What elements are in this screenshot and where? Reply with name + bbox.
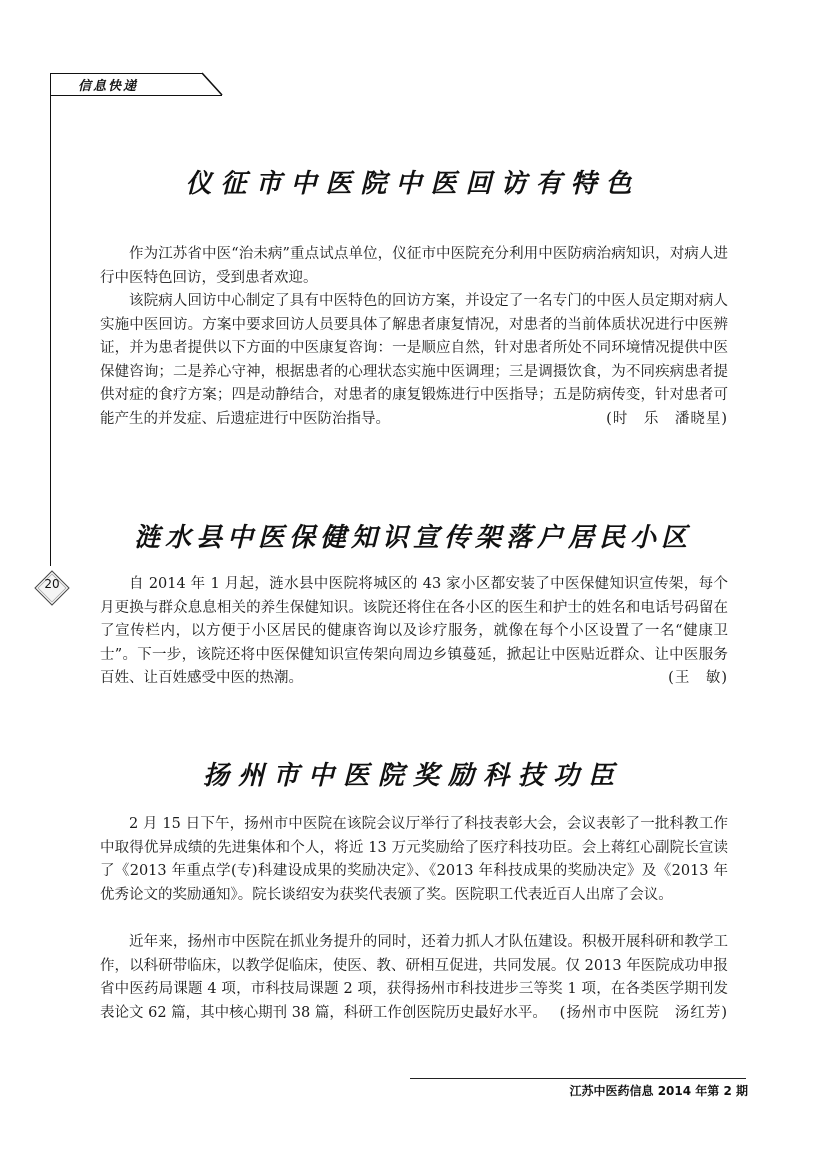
article-title: 仪征市中医院中医回访有特色 bbox=[185, 169, 641, 199]
article-paragraph: 作为江苏省中医“治未病”重点试点单位，仪征市中医院充分利用中医防病治病知识，对病人进行中医特色回访，受到患者欢迎。 bbox=[100, 246, 728, 286]
article-paragraph: 近年来，扬州市中医院在抓业务提升的同时，还着力抓人才队伍建设。积极开展科研和教学工作，以科研带临床，以教学促临床，使医、教、研相互促进，共同发展。仅 2013 年医院成功申报省中医药局课题 4 项，市科技局课题 2 项，获得扬州市科技进步三等奖 1 项，在各类医学期刊发表论文 62 篇，其中核心期刊 38 篇，科研工作创医院历史最好水平。 (扬州市中医院 汤红芳) bbox=[100, 931, 728, 1025]
article-byline: (时 乐 潘晓星) bbox=[606, 410, 728, 427]
article-byline: (扬州市中医院 汤红芳) bbox=[559, 1004, 728, 1021]
page-number: 20 bbox=[44, 577, 60, 591]
article-title: 扬州市中医院奖励科技功臣 bbox=[202, 761, 623, 791]
article-paragraph: 自 2014 年 1 月起，涟水县中医院将城区的 43 家小区都安装了中医保健知识宣传架，每个月更换与群众息息相关的养生保健知识。该院还将住在各小区的医生和护士的姓名和电话号码留在了宣传栏内，以方便于小区居民的健康咨询以及诊疗服务，就像在每个小区设置了一名“健康卫士”。下一步，该院还将中医保健知识宣传架向周边乡镇蔓延，掀起让中医贴近群众、让中医服务百姓、让百姓感受中医的热潮。 (王 敏) bbox=[100, 573, 728, 691]
section-tag: 信息快递 bbox=[78, 79, 139, 94]
article-title: 涟水县中医保健知识宣传架落户居民小区 bbox=[133, 523, 692, 553]
article-paragraph: 该院病人回访中心制定了具有中医特色的回访方案，并设定了一名专门的中医人员定期对病人实施中医回访。方案中要求回访人员要具体了解患者康复情况，对患者的当前体质状况进行中医辨证，并为患者提供以下方面的中医康复咨询：一是顺应自然，针对患者所处不同环境情况提供中医保健咨询；二是养心守神，根据患者的心理状态实施中医调理；三是调摄饮食，为不同疾病患者提供对症的食疗方案；四是动静结合，对患者的康复锻炼进行中医指导；五是防病传变，针对患者可能产生的并发症、后遗症进行中医防治指导。 (时 乐 潘晓星) bbox=[100, 290, 728, 431]
footer-rule bbox=[410, 1078, 746, 1079]
header-tab-diagonal bbox=[0, 0, 826, 120]
left-border-line bbox=[50, 73, 51, 566]
article-byline: (王 敏) bbox=[668, 670, 728, 686]
journal-footer: 江苏中医药信息 2014 年第 2 期 bbox=[569, 1084, 748, 1098]
article-paragraph: 2 月 15 日下午，扬州市中医院在该院会议厅举行了科技表彰大会，会议表彰了一批科教工作中取得优异成绩的先进集体和个人，将近 13 万元奖励给了医疗科技功臣。会上蒋红心副院长宣读了《2013 年重点学(专)科建设成果的奖励决定》、《2013 年科技成果的奖励决定》及《2013 年优秀论文的奖励通知》。院长谈绍安为获奖代表颁了奖。医院职工代表近百人出席了会议。 bbox=[100, 816, 728, 903]
